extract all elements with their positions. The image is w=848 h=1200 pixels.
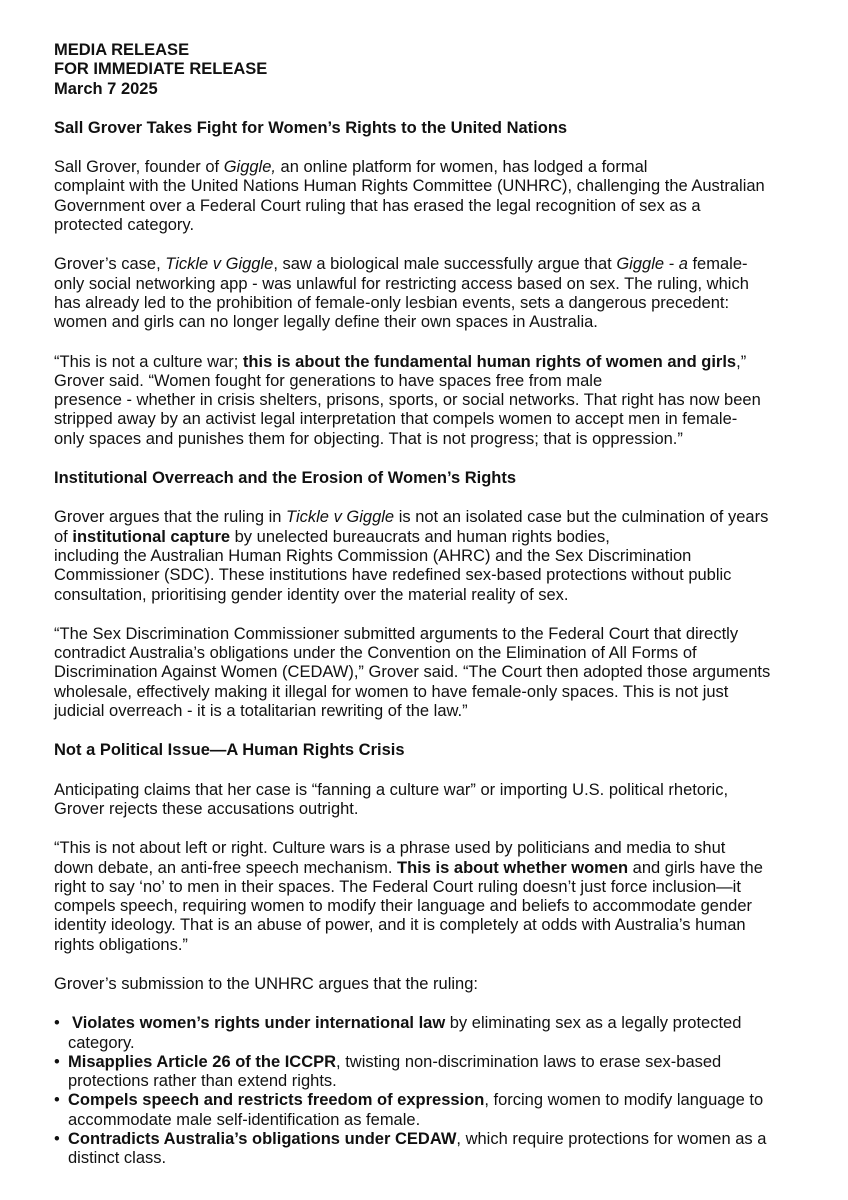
bold-emphasis: this is about the fundamental human rights of women and girls [242, 352, 737, 371]
ruling-arguments-list [54, 1014, 804, 1168]
release-timing: FOR IMMEDIATE RELEASE [54, 60, 268, 79]
list-item: • Violates women’s rights under international law by eliminating sex as a legally protected category. [54, 1014, 742, 1052]
paragraph-intro: Sall Grover, founder of Giggle, an online platform for women, has lodged a formal complaint with the United Nations Human Rights Committee (UNHRC), challenging the Australian Government over a Federal Court ruling that has erased the legal recognition of sex as a protected category. [54, 158, 765, 235]
list-item: • Compels speech and restricts freedom of expression, forcing women to modify language to accommodate male self-identification as female. [54, 1091, 764, 1129]
section-heading-political: Not a Political Issue—A Human Rights Crisis [54, 741, 405, 760]
page-title: Sall Grover Takes Fight for Women’s Rights to the United Nations [54, 118, 568, 137]
case-name: Tickle v Giggle [165, 255, 274, 274]
section-heading-overreach: Institutional Overreach and the Erosion of Women’s Rights [54, 469, 517, 488]
list-item: • Misapplies Article 26 of the ICCPR, twisting non-discrimination laws to erase sex-based protections rather than extend rights. [54, 1052, 722, 1091]
list-item: • Contradicts Australia’s obligations under CEDAW, which require protections for women as a distinct class. [54, 1130, 767, 1168]
giggle-name: Giggle, [223, 158, 276, 177]
bold-emphasis: institutional capture [72, 527, 231, 546]
media-release-document [54, 41, 804, 1169]
bold-emphasis: This is about whether women [397, 858, 629, 877]
bullet-icon: • [54, 1052, 60, 1071]
release-header [54, 41, 804, 99]
paragraph-anticipating: Anticipating claims that her case is “fanning a culture war” or importing U.S. political rhetoric, Grover rejects these accusations outright. [54, 780, 729, 818]
paragraph-quote-2: “The Sex Discrimination Commissioner submitted arguments to the Federal Court that directly contradict Australia’s obligations under the Convention on the Elimination of All Forms of Discrimination Against Women (CEDAW),” Grover said. “The Court then adopted those arguments wholesale, effectively making it illegal for women to have female-only spaces. This is not just judicial overreach - it is a totalitarian rewriting of the law.” [54, 624, 771, 721]
paragraph-case: Grover’s case, Tickle v Giggle, saw a biological male successfully argue that Giggle - a female- only social networking app - was unlawful for restricting access based on sex. The ruling, which has already led to the prohibition of female-only lesbian events, sets a dangerous precedent: women and girls can no longer legally define their own spaces in Australia. [54, 255, 749, 332]
paragraph-capture: Grover argues that the ruling in Tickle v Giggle is not an isolated case but the culmination of years of institutional capture by unelected bureaucrats and human rights bodies, including the Australian Human Rights Commission (AHRC) and the Sex Discrimination Commissioner (SDC). These institutions have redefined sex-based protections without public consultation, prioritising gender identity over the material reality of sex. [54, 508, 769, 604]
paragraph-submission: Grover’s submission to the UNHRC argues that the ruling: [54, 974, 478, 993]
paragraph-quote-3: “This is not about left or right. Culture wars is a phrase used by politicians and media to shut down debate, an anti-free speech mechanism. This is about whether women and girls have the right to say ‘no’ to men in their spaces. The Federal Court ruling doesn’t just force inclusion—it compels speech, requiring women to modify their language and beliefs to accommodate gender identity ideology. That is an abuse of power, and it is completely at odds with Australia’s human rights obligations.” [54, 839, 763, 954]
bullet-icon: • [54, 1130, 60, 1149]
release-type: MEDIA RELEASE [54, 41, 190, 59]
giggle-name: Giggle - a [616, 255, 688, 274]
paragraph-quote-1: “This is not a culture war; this is about the fundamental human rights of women and girls,” Grover said. “Women fought for generations to have spaces free from male presence - whether in crisis shelters, prisons, sports, or social networks. That right has now been stripped away by an activist legal interpretation that compels women to accept men in female- only spaces and punishes them for objecting. That is not progress; that is oppression.” [54, 352, 761, 448]
bullet-icon: • [54, 1014, 60, 1033]
bullet-icon: • [54, 1091, 60, 1110]
case-name: Tickle v Giggle [286, 508, 395, 527]
release-date: March 7 2025 [54, 79, 158, 98]
